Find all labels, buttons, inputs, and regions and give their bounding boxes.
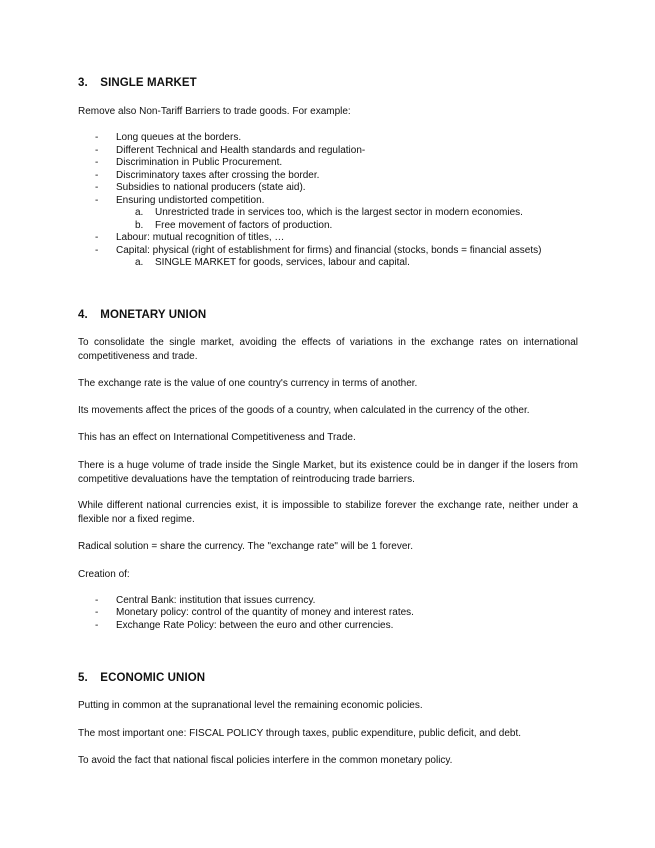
bullet-marker: - bbox=[95, 157, 99, 168]
bullet-marker: - bbox=[95, 145, 99, 156]
paragraph: The exchange rate is the value of one country's currency in terms of another. bbox=[78, 378, 418, 389]
list-item-text: Capital: physical (right of establishment for firms) and financial (stocks, bonds = financial assets) bbox=[116, 245, 542, 256]
list-item-text: Discrimination in Public Procurement. bbox=[116, 157, 283, 168]
section-title: MONETARY UNION bbox=[100, 309, 207, 321]
bullet-marker: - bbox=[95, 607, 99, 618]
bullet-marker: - bbox=[95, 195, 99, 206]
list-item-text: Different Technical and Health standards and regulation- bbox=[116, 145, 366, 156]
paragraph: The most important one: FISCAL POLICY through taxes, public expenditure, public deficit, and debt. bbox=[78, 728, 522, 739]
paragraph: To avoid the fact that national fiscal policies interfere in the common monetary policy. bbox=[78, 755, 453, 766]
bullet-marker: - bbox=[95, 232, 99, 243]
bullet-marker: - bbox=[95, 132, 99, 143]
list-item-text: Central Bank: institution that issues currency. bbox=[116, 595, 316, 606]
list-item-text: Monetary policy: control of the quantity of money and interest rates. bbox=[116, 607, 414, 618]
paragraph: Creation of: bbox=[78, 569, 130, 580]
paragraph: Its movements affect the prices of the goods of a country, when calculated in the currency of the other. bbox=[78, 405, 530, 416]
list-item-text: Ensuring undistorted competition. bbox=[116, 195, 265, 206]
paragraph: Putting in common at the supranational level the remaining economic policies. bbox=[78, 700, 423, 711]
bullet-marker: - bbox=[95, 595, 99, 606]
section-number: 5. bbox=[78, 672, 88, 684]
section-heading-monetary-union bbox=[78, 309, 206, 321]
paragraph: There is a huge volume of trade inside the Single Market, but its existence could be in danger if the losers from competitive devaluations have the temptation of reintroducing trade barriers. bbox=[78, 460, 578, 485]
section-title: ECONOMIC UNION bbox=[100, 672, 206, 684]
sub-list-marker: a. bbox=[135, 257, 144, 268]
list-item-text: Labour: mutual recognition of titles, … bbox=[116, 232, 285, 243]
list-item-text: Discriminatory taxes after crossing the border. bbox=[116, 170, 320, 181]
sub-list-text: Unrestricted trade in services too, which is the largest sector in modern economies. bbox=[155, 207, 523, 218]
paragraph: While different national currencies exist, it is impossible to stabilize forever the exchange rate, neither under a flexible nor a fixed regime. bbox=[78, 500, 578, 525]
sub-list-marker: a. bbox=[135, 207, 144, 218]
bullet-marker: - bbox=[95, 245, 99, 256]
list-item-text: Subsidies to national producers (state aid). bbox=[116, 182, 306, 193]
sub-list-text: Free movement of factors of production. bbox=[155, 220, 333, 231]
sub-list-text: SINGLE MARKET for goods, services, labour and capital. bbox=[155, 257, 410, 268]
paragraph: This has an effect on International Competitiveness and Trade. bbox=[78, 432, 356, 443]
bullet-marker: - bbox=[95, 170, 99, 181]
section-title: SINGLE MARKET bbox=[100, 77, 197, 89]
section-number: 4. bbox=[78, 309, 88, 321]
list-item-text: Long queues at the borders. bbox=[116, 132, 242, 143]
sub-list-marker: b. bbox=[135, 220, 144, 231]
bullet-marker: - bbox=[95, 620, 99, 631]
section-number: 3. bbox=[78, 77, 88, 89]
bullet-marker: - bbox=[95, 182, 99, 193]
list-item-text: Exchange Rate Policy: between the euro and other currencies. bbox=[116, 620, 394, 631]
paragraph: Radical solution = share the currency. The "exchange rate" will be 1 forever. bbox=[78, 541, 413, 552]
paragraph: To consolidate the single market, avoiding the effects of variations in the exchange rates on international competitiveness and trade. bbox=[78, 337, 578, 362]
section-heading-single-market bbox=[78, 77, 197, 89]
paragraph: Remove also Non-Tariff Barriers to trade goods. For example: bbox=[78, 106, 351, 117]
section-heading-economic-union bbox=[78, 672, 205, 684]
